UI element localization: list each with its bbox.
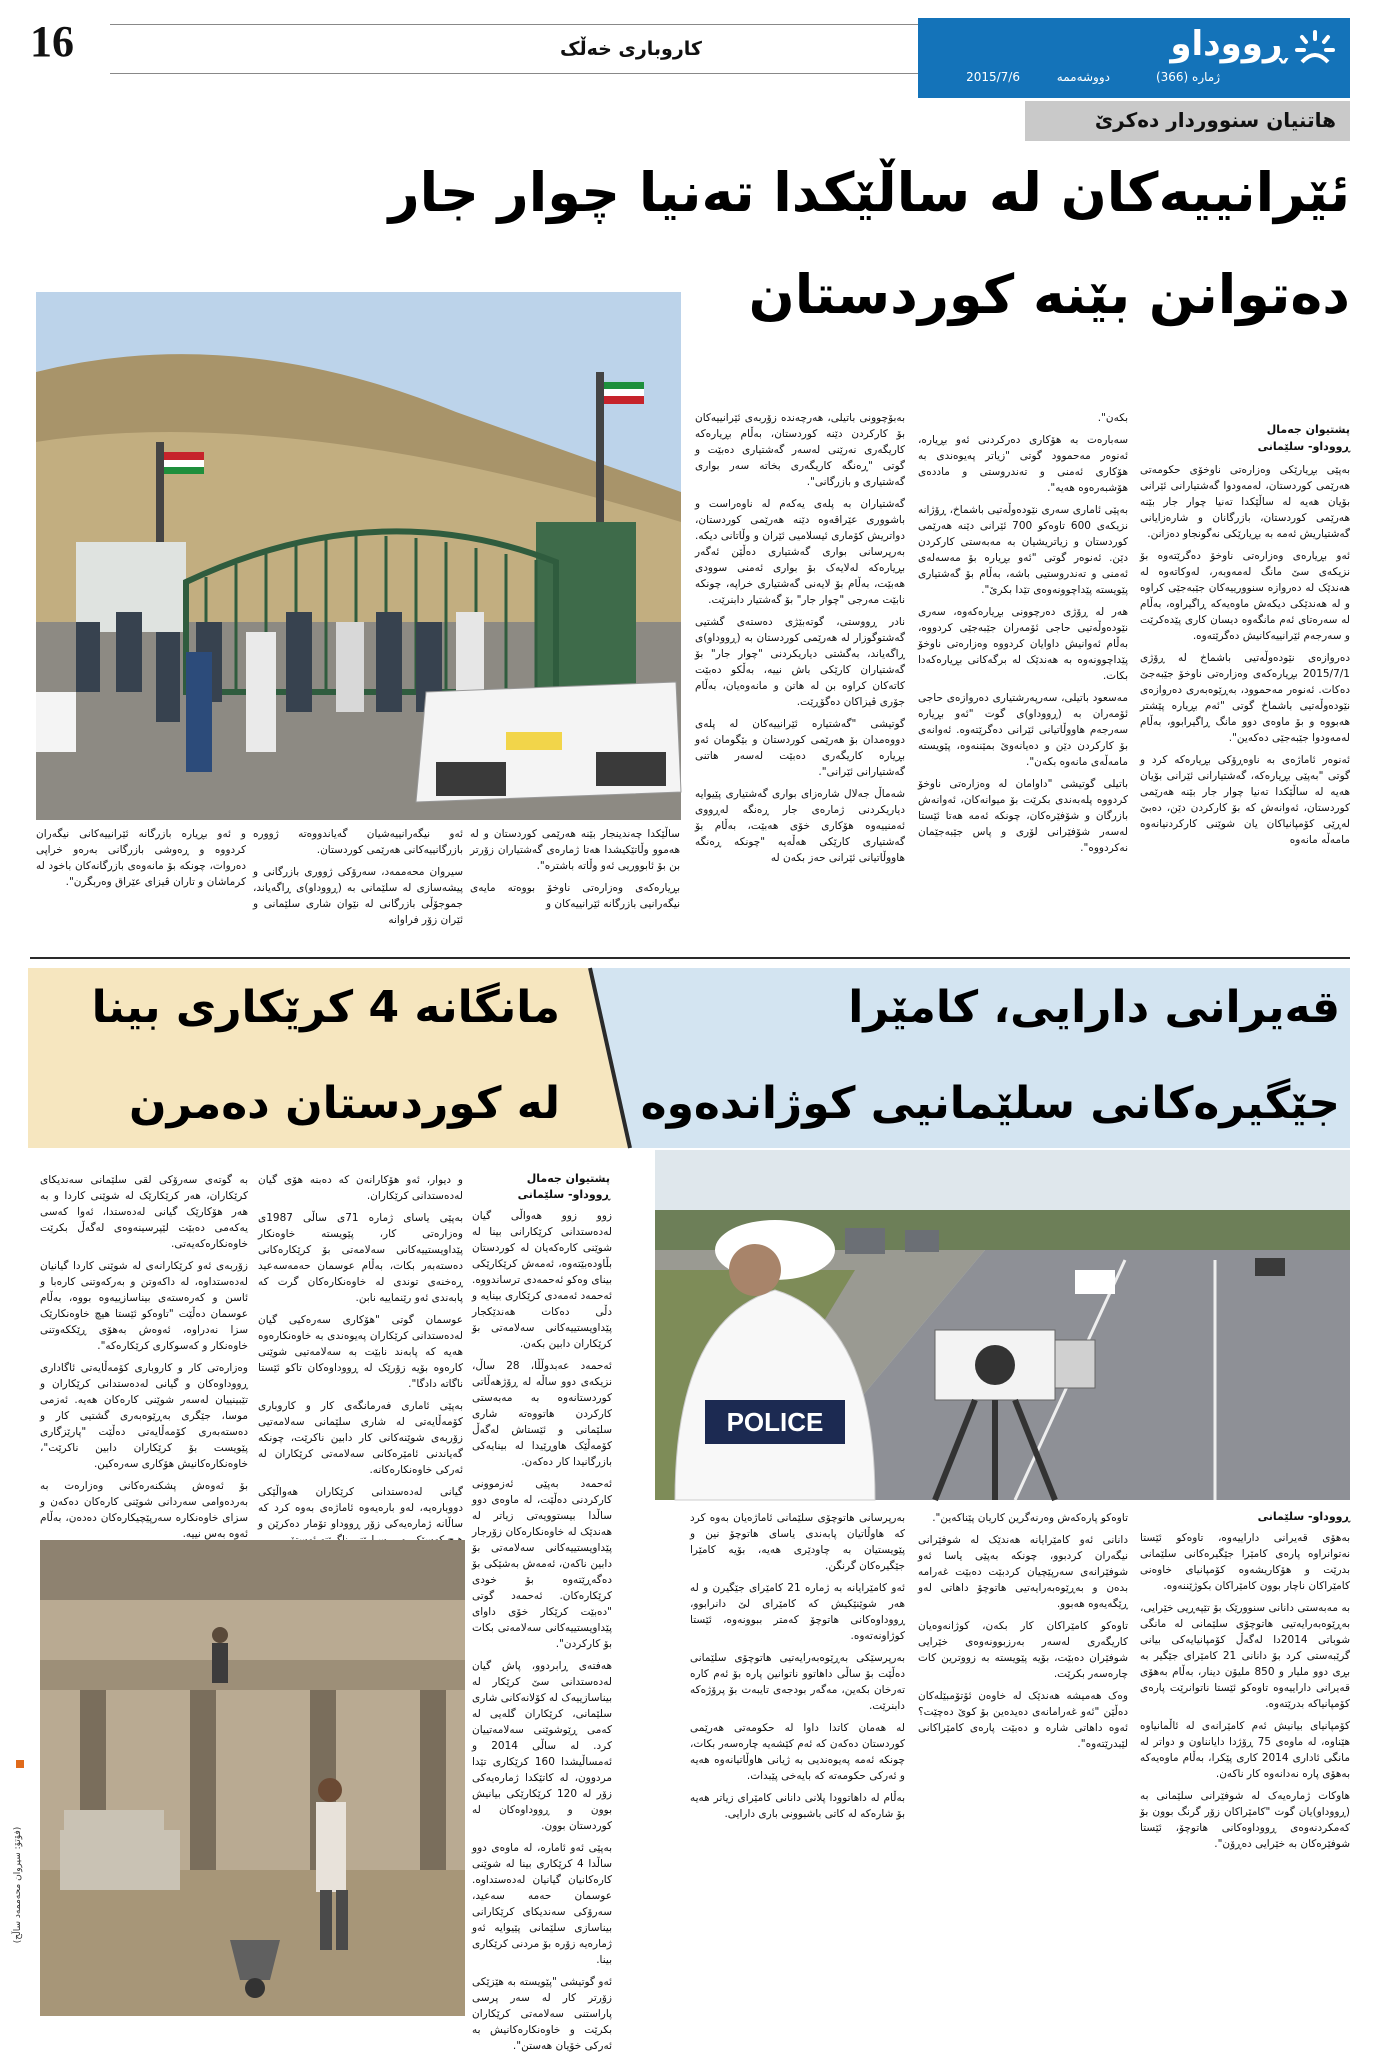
story1-under-photo-2 bbox=[253, 826, 463, 952]
story3-headline-line2: جێگیرەکانی سلێمانیی کوژاندەوە bbox=[640, 1078, 1340, 1129]
story2-column-left bbox=[40, 1172, 248, 1540]
brand-logo-icon bbox=[1292, 28, 1338, 74]
story1-column-3 bbox=[695, 410, 905, 952]
header-rule bbox=[110, 24, 918, 25]
story2-column-mid bbox=[258, 1172, 463, 1532]
story1-under2-p1: ئەو نیگەرانییەشیان گەیاندووەتە ژوورە بازرگانییەکانی هەرێمی کوردستان. bbox=[253, 828, 463, 856]
photo-credit-mark bbox=[16, 1760, 24, 1768]
story1-headline-line1: ئێرانییەکان لە ساڵێکدا تەنیا چوار جار bbox=[388, 161, 1350, 224]
brand-block bbox=[918, 18, 1350, 98]
story2-mid-p5: گیانی لەدەستدانی کرێکاران هەواڵێکی دووبارەیە، لەو بارەیەوە ئاماژەی بەوە کرد کە ساڵانە ژمارەیەکی زۆر ڕووداو تۆمار دەکرێن و bbox=[258, 1486, 463, 1530]
story3-right-p4: هاوکات ژمارەیەک لە شوفێرانی سلێمانی بە (ڕووداو)یان گوت "کامێراکان زۆر گرنگ بوون بۆ کەمکردنەوەی ڕووداوەکانی هاتوچۆ، ئێستا شوفێرەکان بە خێرایی دەڕۆن". bbox=[1140, 1790, 1350, 1850]
story3-byline-place: ڕووداو- سلێمانی bbox=[1257, 1510, 1350, 1523]
story1-byline-place: ڕووداو- سلێمانی bbox=[1257, 440, 1350, 453]
issue-number: ژمارە (366) bbox=[1155, 70, 1220, 84]
story3-column-right bbox=[1140, 1530, 1350, 2016]
story2-byline-name: پشتیوان جەمال bbox=[526, 1172, 610, 1185]
page-number: 16 bbox=[30, 17, 74, 66]
story3-right-p3: کۆمپانیای بیانیش ئەم کامێرانەی لە ئاڵمانیاوە هێناوە، لە ماوەی 75 ڕۆژدا دایانناون و دواتر لە مانگی ئاداری 2014 کاری پێکرا، بەڵام ماوەیەکە بەهۆی پارە نەدانەوە کار ناکەن. bbox=[1140, 1720, 1350, 1780]
story3-photo bbox=[655, 1150, 1350, 1500]
story1-col2-p3: بەپێی ئاماری سەری نێودەوڵەتیی باشماخ، ڕۆژانە نزیکەی 600 تاوەکو 700 ئێرانی دێنە هەرێمی کوردستان و زیاتریشیان بە مەبەستی کارکردن دێن. ئەنوەر گوتی "ئەو بڕیارە بۆ مەسەلەی ئەمنی و تەندروستیی باشە، بەڵام بۆ گەشتیاری پێویستە پێداچوونەوەی تێدا بکرێ". bbox=[918, 504, 1128, 596]
story3-column-mid bbox=[918, 1510, 1128, 2016]
story3-mid-p3: تاوەکو کامێراکان کار بکەن، کوژانەوەیان کاریگەری لەسەر بەرزبوونەوەی خێرایی شوفێران دەبێت، بۆیە پێویستە بە زووترین کات چارەسەر بکرێت. bbox=[918, 1620, 1128, 1680]
story1-under1-p1: ساڵێکدا چەندینجار بێنە هەرێمی کوردستان و لە هەموو وڵاتێکیشدا هەتا ژمارەی گەشتیاران زۆرتر بن بۆ ئابووریی ئەو وڵاتە باشترە". bbox=[470, 828, 680, 872]
story2-photo bbox=[40, 1540, 465, 2016]
strap-bar bbox=[1025, 101, 1350, 141]
story1-col1-p1: بەپێی بڕیارێکی وەزارەتی ناوخۆی حکومەتی هەرێمی کوردستان، لەمەودوا گەشتیارانی ئێرانی بۆیان هەیە لە ساڵێکدا تەنیا چوار جار بێنە هەرێمی کوردستان، بازرگانان و شارەزایانی گەشتیاریش ئەمە بە بڕیارێکی نەگونجاو دەزانن. bbox=[1140, 464, 1350, 540]
police-vest-label: POLICE bbox=[726, 1407, 824, 1437]
story2-right-p4: هەفتەی ڕابردوو، پاش گیان لەدەستدانی سێ کرێکار لە بیناسازییەک لە کۆلانەکانی شاری سلێمانی، کرێکاران گلەیی لە کەمی ڕێوشوێنی سەلامەتییان کرد. لە ساڵی 2014 و ئەمساڵیشدا 160 کرێکاری تێدا مردوون، لە کاتێکدا ژمارەیەکی زۆر لە 120 کرێکارێکی بیانیش بوون و ڕووداوەکان لە کوردستان بوون. bbox=[472, 1660, 612, 1832]
story1-under-photo-1 bbox=[470, 826, 680, 952]
story2-left-p4: بۆ ئەوەش پشکنەرەکانی وەزارەت بە بەردەوامی سەردانی شوێنی کارەکان دەکەن و سزای خاوەنکارە سەرپێچیکارەکان دەدەن، بەڵام ئەوە بەس نییە. bbox=[40, 1480, 248, 1540]
section-divider bbox=[30, 957, 1350, 959]
story3-headline-line1: قەیرانی دارایی، کامێرا bbox=[848, 982, 1340, 1033]
story1-col3-p5: شەماڵ جەلال شارەزای بواری گەشتیاری پێیوایە دیاریکردنی ژمارەی جار ڕەنگە لەڕووی ئەمنییەوە هۆکاری خۆی هەبێت، بەڵام بۆ گەشتیاری کارێکی هەڵەیە "چونکە ڕەنگە هاووڵاتیانی ئێرانی حەز بکەن لە bbox=[695, 788, 905, 864]
story2-left-p1: بە گوتەی سەرۆکی لقی سلێمانی سەندیکای کرێکاران، هەر کرێکارێک لە شوێنی کاردا و بە هەر هۆکارێک گیانی لەدەستدا، ئەوا کەسی یەکەمی دەبێت لێپرسینەوەی لەگەڵ بکرێت خاوەنکارەکەیەتی. bbox=[40, 1174, 248, 1250]
story1-col1-p4: ئەنوەر ئاماژەی بە ناوەڕۆکی بڕیارەکە کرد و گوتی "بەپێی بڕیارەکە، گەشتیارانی ئێرانی بۆیان هەیە لە ساڵێکدا تەنیا چوار جار بێنە هەرێمی کوردستان، ئەوانەش کە بۆ کارکردن دێن، دەبێ لەڕێی کۆمپانیاکان یان شوێنی کارکردنیانەوە مامەڵە مانەوە bbox=[1140, 754, 1350, 846]
story1-under1-p2: بڕیارەکەی وەزارەتی ناوخۆ بووەتە مایەی نیگەرانیی بازرگانە ئێرانییەکان و bbox=[470, 882, 680, 910]
story3-column-left bbox=[690, 1510, 905, 2016]
story1-headline-line2: دەتوانن بێنە کوردستان bbox=[748, 263, 1350, 326]
story2-headline-line1: مانگانە 4 کرێکاری بینا bbox=[91, 982, 560, 1033]
story1-under3-p1: و ئەو بڕیارە بازرگانە ئێرانییەکانی نیگەران کردووە و ڕەوشی بازرگانی بەرەو خراپی دەروات، چونکە بۆ مانەوەی بازرگانەکان باخود لە کرماشان و تاران ڤیزای عێراق وەربگرن". bbox=[36, 828, 246, 888]
section-title: کاروباری خەڵک bbox=[560, 38, 702, 60]
story2-column-right bbox=[472, 1208, 612, 2052]
story2-headline-line2: لە کوردستان دەمرن bbox=[129, 1078, 560, 1129]
story1-col1-p3: دەروازەی نێودەوڵەتیی باشماخ لە ڕۆژی 2015/7/1 بڕیارەکەی وەزارەتی ناوخۆ جێبەجێ دەکات. ئەنوەر مەحموود، بەڕێوەبەری دەروازەی نێودەوڵەتیی باشماخ گوتی "ئەم بڕیارە پێشتر هەبووە و بۆ ماوەی دوو مانگ ڕاگیرابوو، بەڵام لەمەودوا جێبەجێی دەکەین". bbox=[1140, 652, 1350, 744]
story3-right-p1: بەهۆی قەیرانی داراییەوە، تاوەکو ئێستا نەتوانراوە پارەی کامێرا جێگیرەکانی سلێمانی بدرێت و هۆکاریشەوە کۆمپانیای خاوەنی کامێراکان ناچار بوون کامێراکان بکوژێننەوە. bbox=[1140, 1532, 1350, 1592]
story3-left-p3: بەرپرسێکی بەڕێوەبەرایەتیی هاتوچۆی سلێمانی دەڵێت بۆ ساڵی داهاتوو ناتوانین پارە بۆ ئەم کارە تەرخان بکەین، مەگەر بودجەی تایبەت بۆ پرۆژەکە دابنرێت. bbox=[690, 1652, 905, 1712]
story2-mid-p2: بەپێی یاسای ژمارە 71ی ساڵی 1987ی وەزارەتی کار، پێویستە خاوەنکار پێداویستییەکانی سەلامەتی بۆ کرێکارەکانی دەستەبەر بکات، بەڵام عوسمان حەمەسەعید ڕەخنەی توندی لە خاوەنکارەکان گرت کە پابەندی ئەو رێنماییە نابن. bbox=[258, 1212, 464, 1304]
story2-byline-place: ڕووداو- سلێمانی bbox=[517, 1188, 610, 1201]
story2-right-p5: بەپێی ئەو ئامارە، لە ماوەی دوو ساڵدا 4 کرێکاری بینا لە شوێنی کارەکانیان گیانیان لەدەستداوە. عوسمان حەمە سەعید، سەرۆکی سەندیکای کرێکارانی بیناسازی سلێمانی پێیوایە ئەو ژمارەیە زۆرە بۆ مردنی کرێکاری بینا. bbox=[472, 1842, 612, 1966]
story1-byline-name: پشتیوان جەمال bbox=[1266, 423, 1350, 436]
story1-col2-p6: باتیلی گوتیشی "داوامان لە وەزارەتی ناوخۆ کردووە پلەبەندی بکرێت بۆ میوانەکان، ئەوانەش بازرگان و شۆفێرەکان، چونکە ئەمە هەتا ئێستا لەسەر شۆفێرانی لۆری و پاس جێبەجێمان نەکردووە". bbox=[918, 778, 1128, 854]
story2-left-p3: وەزارەتی کار و کاروباری کۆمەڵایەتی ئاگاداری ڕووداوەکان و گیانی لەدەستدانی کرێکاران و تێبینییان لەسەر شوێنی کارەکان هەیە. ئەزمی موسا، جێگری بەڕێوەبەری گشتیی کار و دەستەبەری کۆمەڵایەتی دەڵێت "پارێزگاری پێویست بۆ کرێکاران دابین ناکرێت"، خاوەنکارەکانیش هۆکاری سەرەکین. bbox=[40, 1362, 248, 1470]
story3-mid-p1: تاوەکو پارەکەش وەرنەگرین کاریان پێناکەین". bbox=[932, 1512, 1128, 1524]
story2-right-p3: ئەحمەد بەپێی ئەزموونی کارکردنی دەڵێت، لە ماوەی دوو ساڵدا بیستوویەتی زیاتر لە هەندێک لە خاوەنکارەکان زۆرجار پێداویستییەکانی سەلامەتی بۆ دابین ناکەن، ئەمەش بەشێکی بۆ دەگەڕێتەوە بۆ خودی کرێکارەکان. ئەحمەد گوتی "دەبێت کرێکار خۆی داوای پێداویستییەکانی سەلامەتی بکات بۆ کارکردن". bbox=[472, 1478, 612, 1650]
story2-left-p2: زۆربەی ئەو کرێکارانەی لە شوێنی کاردا گیانیان لەدەستداوە، لە داکەوتن و بەرکەوتنی کارەبا و ئاسن و کەرەستەی بیناسازییەوە بووە، بەڵام عوسمان دەڵێت "تاوەکو ئێستا هیچ خاوەنکارێک سزا نەدراوە، ئەوەش بەهۆی ڕێککەوتنی خاوەنکار و کەسوکاری کرێکارەکە". bbox=[40, 1260, 248, 1352]
story2-right-p1: زوو زوو هەواڵی گیان لەدەستدانی کرێکارانی بینا لە شوێنی کارەکەیان لە کوردستان بڵاودەبێتەوە، ئەمەش کرێکارێکی بینای وەکو ئەحمەدی ترساندووە. ئەحمەد ئەمەدی کرێکاری بینایە و دڵی دەکات هەندێکجار پێداویستییەکانی سەلامەتی بۆ کرێکاران دابین بکەن. bbox=[472, 1210, 612, 1350]
story1-col2-p1: بکەن". bbox=[1097, 412, 1128, 424]
story1-col2-p2: سەبارەت بە هۆکاری دەرکردنی ئەو بڕیارە، ئەنوەر مەحموود گوتی "زیاتر پەیوەندی بە هۆکاری ئەمنی و تەندروستی و ماددەی هۆشبەرەوە هەیە". bbox=[918, 434, 1128, 494]
story3-left-p5: بەڵام لە داهاتوودا پلانی دانانی کامێرای زیاتر هەیە بۆ شارەکە لە کاتی باشبوونی باری دارایی. bbox=[690, 1792, 905, 1820]
story2-right-p2: ئەحمەد عەبدوڵڵا، 28 ساڵ، نزیکەی دوو ساڵە لە ڕۆژهەڵاتی کوردستانەوە بە مەبەستی کارکردن هاتووەتە شاری سلێمانی و ئێستاش لەگەڵ کۆمەڵێک هاوڕێیدا لە بینایەکی بازرگانیدا کار دەکەن. bbox=[472, 1360, 612, 1468]
story3-mid-p4: وەک هەمیشە هەندێک لە خاوەن ئۆتۆمبێلەکان دەڵێن "ئەو غەرامانەی دەیدەین بۆ کوێ دەچێت؟ ئەوە داهاتی شارە و دەبێت پارەی کامێراکانی لێبدرێتەوە". bbox=[918, 1690, 1128, 1750]
story1-photo bbox=[36, 292, 681, 820]
story1-col2-p4: هەر لە ڕۆژی دەرچوونی بڕیارەکەوە، سەری نێودەوڵەتیی حاجی ئۆمەران جێبەجێی کردووە، بەڵام ئەوانیش داوایان کردووە وەزارەتی ناوخۆ پێداچوونەوە بە هەندێک لە برگەکانی بڕیارەکەدا بکات. bbox=[918, 606, 1128, 682]
story3-left-p2: ئەو کامێرایانە بە ژمارە 21 کامێرای جێگیرن و لە هەر شوێنێکیش کە کامێرای لێ دانرابوو، ڕووداوەکانی هاتوچۆ کەمتر ببوونەوە، ئێستا کوژاونەتەوە. bbox=[690, 1582, 905, 1642]
story1-col1-p2: ئەو بڕیارەی وەزارەتی ناوخۆ دەگرێتەوە بۆ نزیکەی سێ مانگ لەمەوبەر، لەوکاتەوە لە هەندێک لە دەروازە سنوورییەکان جێبەجێی کراوە و لە هەندێکی دیکەش ماوەیەکە ڕاگیراوە، بەڵام لە سەرەتای ئەم مانگەوە دیسان کاری پێدەکرێت و سەرجەم ئێرانییەکانیش دەگرێتەوە. bbox=[1140, 550, 1350, 642]
issue-date: 2015/7/6 bbox=[966, 70, 1020, 84]
story3-right-p2: بە مەبەستی دانانی سنوورێک بۆ تێپەڕیی خێرایی، بەڕێوەبەرایەتیی هاتوچۆی سلێمانی لە مانگی شوباتی 2014دا لەگەڵ کۆمپانیایەکی بیانی گرێبەستی کرد بۆ دانانی 21 کامێرای جێگیر بە بڕی دوو ملیار و 850 ملیۆن دینار، بەڵام بەهۆی قەیرانی داراییەوە تاوەکو ئێستا ناتوانرێت پارەی کۆمپانیاکە بدرێتەوە. bbox=[1140, 1602, 1350, 1710]
brand-name: ڕووداو bbox=[1170, 24, 1286, 64]
story1-col3-p4: گوتیشی "گەشتیارە ئێرانییەکان لە پلەی دووەمدان بۆ هەرێمی کوردستان و بێگومان ئەو بڕیارە کاریگەری دەبێت لەسەر هاتنی گەشتیارانی ئێرانی". bbox=[695, 718, 905, 778]
story1-col3-p1: بەبۆچوونی باتیلی، هەرچەندە زۆربەی ئێرانییەکان بۆ کارکردن دێنە کوردستان، بەڵام بڕیارەکە کاریگەری نەرێنی لەسەر گەشتیاری دەبێت و گوتی "ڕەنگە کاریگەری بخاتە سەر بواری گەشتیاری و بازرگانی". bbox=[695, 412, 905, 488]
header-rule-bottom bbox=[110, 73, 918, 74]
story1-column-1 bbox=[1140, 462, 1350, 952]
story1-column-2 bbox=[918, 410, 1128, 952]
page-header bbox=[0, 0, 1386, 132]
story1-col3-p3: نادر ڕووستی، گوتەبێژی دەستەی گشتیی گەشتوگوزار لە هەرێمی کوردستان بە (ڕووداو)ی ڕاگەیاند، بەگشتی دیاریکردنی "چوار جار" بۆ گەشتیاران کارێکی باش نییە، بەڵکو دەبێت کاتەکان کراوە بن لە هاتن و مانەوەیان، بەڵام جۆری ڤیزاکان دەگۆڕێت. bbox=[695, 616, 905, 708]
photo-credit: (فۆتۆ: سیروان محەممەد ساڵح) bbox=[13, 1826, 23, 1944]
story2-mid-p1: و دیوار، ئەو هۆکارانەن کە دەبنە هۆی گیان لەدەستدانی کرێکاران. bbox=[258, 1174, 463, 1202]
story3-left-p1: بەرپرسانی هاتوچۆی سلێمانی ئاماژەیان بەوە کرد کە هاوڵاتیان پابەندی یاسای هاتوچۆ نین و پێویستیان بە چاودێری هەیە، بۆیە کامێرا جێگیرەکان گرنگن. bbox=[690, 1512, 905, 1572]
issue-day: دووشەممە bbox=[1056, 70, 1110, 84]
story1-under-photo-3 bbox=[36, 826, 246, 952]
story1-under2-p2: سیروان محەممەد، سەرۆکی ژووری بازرگانی و پیشەسازی لە سلێمانی بە (ڕووداو)ی ڕاگەیاند، جموجۆڵی بازرگانی لە نێوان شاری سلێمانی و ئێران زۆر فراوانە bbox=[253, 866, 463, 926]
story2-mid-p4: بەپێی ئاماری فەرمانگەی کار و کاروباری کۆمەڵایەتی لە شاری سلێمانی سەلامەتیی زۆربەی شوێنەکانی کار دابین ناکرێت، چونکە گەیاندنی ئامێرەکانی سەلامەتی کرێکاران لە ئەرکی خاوەنکارەکانە. bbox=[258, 1400, 463, 1476]
story2-mid-p3: عوسمان گوتی "هۆکاری سەرەکیی گیان لەدەستدانی کرێکاران پەیوەندی بە خاوەنکارەوە هەیە کە پابەند نابێت بە سەلامەتیی شوێنی کارەوە بۆیە زۆرێک لە ڕووداوەکان تاکو ئێستا ناگاتە دادگا". bbox=[258, 1314, 463, 1390]
story3-mid-p2: دانانی ئەو کامێرایانە هەندێک لە شوفێرانی نیگەران کردبوو، چونکە بەپێی یاسا ئەو شوفێرانەی سەرپێچیان کردبێت دەبێت غەرامە بدەن و بەڕێوەبەرایەتیی هاتوچۆ داهاتی لەو ڕێگەیەوە هەبوو. bbox=[918, 1534, 1128, 1610]
strap-text: هاتنیان سنووردار دەکرێ bbox=[1094, 108, 1336, 132]
story1-col2-p5: مەسعود باتیلی، سەرپەرشتیاری دەروازەی حاجی ئۆمەران بە (ڕووداو)ی گوت "ئەو بڕیارە سەرجەم هاووڵاتیانی ئێرانی دەگرێتەوە. ئەوانەی بۆ کارکردن دێن و دەیانەوێ بمێننەوە، پێویستە مامەڵەی مانەوە بکەن". bbox=[918, 692, 1128, 768]
story3-left-p4: لە هەمان کاتدا داوا لە حکومەتی هەرێمی کوردستان دەکەن کە ئەم کێشەیە چارەسەر بکات، چونکە ئەمە پەیوەندیی بە ژیانی هاوڵاتیانەوە هەیە و ئەرکی حکومەتە کە بایەخی پێبدات. bbox=[690, 1722, 905, 1782]
story1-col3-p2: گەشتیاران بە پلەی یەکەم لە ناوەراست و باشووری عێراقەوە دێنە هەرێمی کوردستان، دواتریش کۆماری ئیسلامیی ئێران و وڵاتانی دیکە. بەرپرسانی بواری گەشتیاری دەڵێن ئەگەر بڕیارەکە لەلایەک بۆ بواری ئەمنی سوودی هەبێت، بەڵام بۆ لایەنی گەشتیاری خراپە، چونکە نابێت مەرجی "چوار جار" بۆ گەشتیار دابنرێت. bbox=[695, 498, 905, 606]
story2-right-p6: ئەو گوتیشی "پێویستە بە هێزێکی زۆرتر کار لە سەر پرسی پاراستنی سەلامەتی کرێکاران بکرێت و خاوەنکارەکانیش بە ئەرکی خۆیان هەستن". bbox=[472, 1976, 612, 2052]
